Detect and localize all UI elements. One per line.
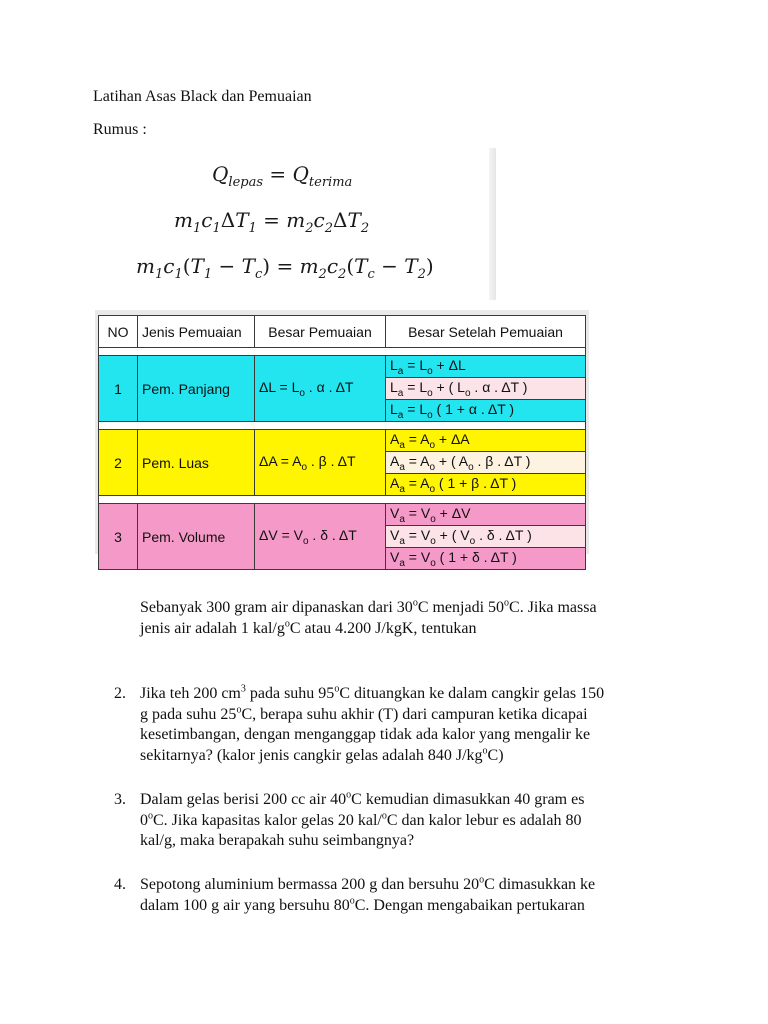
- question-line: Jika teh 200 $cm^3$ pada suhu 95$^o$C dituangkan ke dalam cangkir gelas 150: [140, 683, 605, 702]
- question-line: Sepotong aluminium bermassa 200 g dan bersuhu 20$^o$C dimasukkan ke: [140, 874, 596, 893]
- row-setelah-3: $V_a = V_o$ ( 1 + δ . ΔT ): [386, 548, 586, 570]
- page-title: Latihan Asas Black dan Pemuaian: [93, 88, 312, 105]
- row-jenis: Pem. Volume: [138, 504, 255, 570]
- question-number: 3.: [114, 791, 126, 808]
- formula-image-edge: [489, 148, 496, 300]
- question-number: 2.: [114, 685, 126, 702]
- header-besar: Besar Pemuaian: [255, 316, 386, 348]
- question-line: Dalam gelas berisi 200 cc air 40$^o$C kemudian dimasukkan 40 gram es: [140, 789, 585, 808]
- formula-block: [130, 148, 496, 300]
- pemuaian-table-image: [95, 310, 589, 569]
- formula-q-lepas-terima: $Q_{lepas} = Q_{terima}$: [212, 162, 353, 190]
- header-setelah: Besar Setelah Pemuaian: [386, 316, 586, 348]
- question-line: kesetimbangan, dengan menganggap tidak ada kalor yang mengalir ke: [140, 726, 591, 743]
- question-3: [114, 789, 700, 852]
- formula-m1c1dt1: $m_1c_1\Delta T_1 = m_2c_2\Delta T_2$: [174, 208, 370, 236]
- question-line: jenis air adalah 1 kal/$g^oC$ atau 4.200 J/kgK, tentukan: [140, 618, 477, 637]
- question-1: [140, 598, 700, 639]
- row-no: 1: [99, 356, 138, 422]
- question-line: g pada suhu 25$^o$C, berapa suhu akhir (T) dari campuran ketika dicapai: [140, 704, 588, 723]
- question-line: sekitarnya? (kalor jenis cangkir gelas adalah 840 $J/kg^oC$): [140, 745, 504, 764]
- row-setelah-2: $L_a = L_o$ + ( $L_o$ . α . ΔT ): [386, 378, 586, 400]
- row-gap: [99, 348, 586, 356]
- question-2: [114, 683, 700, 766]
- question-line: kal/g, maka berapakah suhu seimbangnya?: [140, 832, 415, 849]
- table-row: [99, 504, 586, 526]
- row-besar: $\Delta V = V_o$ . δ . ΔT: [255, 504, 386, 570]
- header-jenis: Jenis Pemuaian: [138, 316, 255, 348]
- row-besar: $\Delta L = L_o$ . α . ΔT: [255, 356, 386, 422]
- question-number: 4.: [114, 876, 126, 893]
- table-row: [99, 356, 586, 378]
- pemuaian-table: [98, 315, 586, 570]
- question-line: Sebanyak 300 gram air dipanaskan dari 30$^o$C menjadi 50$^o$C. Jika massa: [140, 597, 597, 616]
- question-4: [114, 874, 700, 916]
- row-setelah-2: $A_a = A_o$ + ( $A_o$ . β . ΔT ): [386, 452, 586, 474]
- row-no: 3: [99, 504, 138, 570]
- rumus-label: Rumus :: [93, 121, 147, 138]
- row-besar: $\Delta A = A_o$ . β . ΔT: [255, 430, 386, 496]
- row-setelah-3: $L_a = L_o$ ( 1 + α . ΔT ): [386, 400, 586, 422]
- row-setelah-3: $A_a = A_o$ ( 1 + β . ΔT ): [386, 474, 586, 496]
- row-setelah-2: $V_a = V_o$ + ( $V_o$ . δ . ΔT ): [386, 526, 586, 548]
- formula-m1c1-t1-tc: $m_1c_1(T_1 - T_c) = m_2c_2(T_c - T_2)$: [136, 254, 434, 282]
- row-gap: [99, 422, 586, 430]
- row-gap: [99, 496, 586, 504]
- question-line: 0$^o$C. Jika kapasitas kalor gelas 20 kal/$^o$C dan kalor lebur es adalah 80: [140, 810, 582, 829]
- table-header-row: [99, 316, 586, 348]
- table-row: [99, 430, 586, 452]
- row-setelah-1: $A_a = A_o + \Delta A$: [386, 430, 586, 452]
- question-line: dalam 100 g air yang bersuhu 80$^o$C. Dengan mengabaikan pertukaran: [140, 895, 585, 914]
- header-no: NO: [99, 316, 138, 348]
- row-jenis: Pem. Panjang: [138, 356, 255, 422]
- row-setelah-1: $L_a = L_o + \Delta L$: [386, 356, 586, 378]
- row-jenis: Pem. Luas: [138, 430, 255, 496]
- row-no: 2: [99, 430, 138, 496]
- row-setelah-1: $V_a = V_o + \Delta V$: [386, 504, 586, 526]
